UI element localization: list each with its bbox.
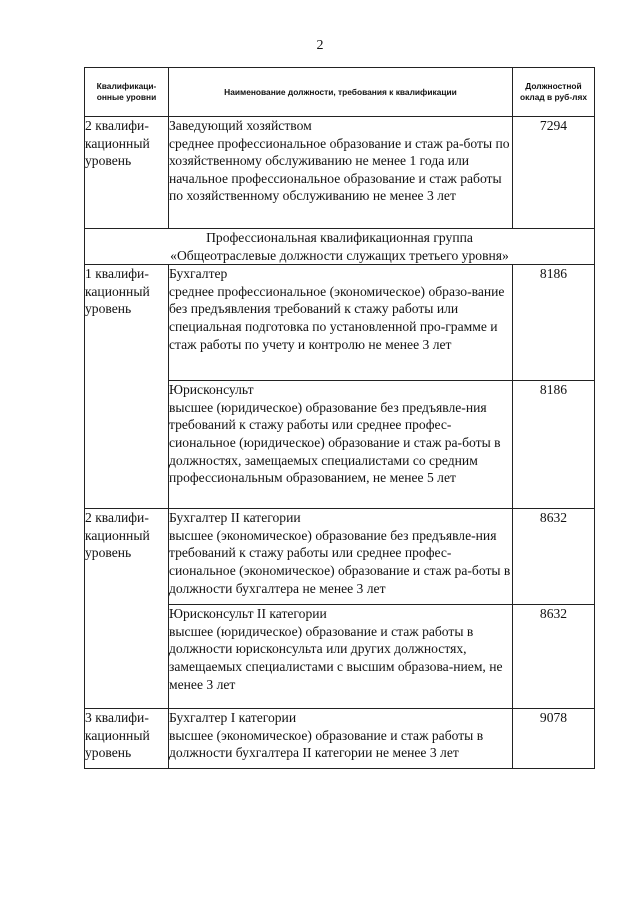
salary-cell: 8632	[513, 605, 595, 709]
position-requirements: высшее (экономическое) образование без предъявле-ния требований к стажу работы или среднее профес-сиональное (экономическое) образование и стаж ра-боты в должности бухгалтера не менее 3 лет	[169, 527, 511, 596]
level-cell: 1 квалифи-кационный уровень	[85, 265, 169, 509]
position-title: Бухгалтер II категории	[169, 510, 301, 526]
position-title: Юрисконсульт II категории	[169, 606, 327, 622]
position-requirements: высшее (экономическое) образование и стаж работы в должности бухгалтера II категории не менее 3 лет	[169, 727, 484, 761]
level-cell: 2 квалифи-кационный уровень	[85, 117, 169, 229]
header-level: Квалификаци-онные уровни	[85, 68, 169, 117]
group-row	[85, 229, 595, 265]
position-cell	[169, 509, 513, 605]
position-requirements: высшее (юридическое) образование и стаж работы в должности юрисконсульта или других должностях, замещаемых специалистами с высшим образова-нием, не менее 3 лет	[169, 623, 503, 692]
position-cell	[169, 117, 513, 229]
position-cell	[169, 605, 513, 709]
table-row	[85, 709, 595, 769]
level-cell: 3 квалифи-кационный уровень	[85, 709, 169, 769]
salary-cell: 8632	[513, 509, 595, 605]
table-header-row	[85, 68, 595, 117]
salary-cell: 8186	[513, 265, 595, 381]
header-position: Наименование должности, требования к квалификации	[169, 68, 513, 117]
position-title: Бухгалтер I категории	[169, 710, 297, 726]
position-cell	[169, 381, 513, 509]
table-row	[85, 509, 595, 605]
table-row	[85, 117, 595, 229]
group-heading-line2: «Общеотраслевые должности служащих третьего уровня»	[170, 247, 509, 263]
position-title: Юрисконсульт	[169, 382, 254, 398]
page-number: 2	[316, 38, 324, 53]
header-salary: Должностной оклад в руб-лях	[513, 68, 595, 117]
position-requirements: среднее профессиональное (экономическое) образо-вание без предъявления требований к стажу работы или специальная подготовка по установленной про-грамме и стаж работы по учету и контролю не менее 3 лет	[169, 283, 505, 352]
group-heading	[85, 229, 595, 265]
position-requirements: высшее (юридическое) образование без предъявле-ния требований к стажу работы или среднее профес-сиональное (юридическое) образование и стаж ра-боты в должностях, замещаемых специалистами со средним профессиональным образованием, не менее 5 лет	[169, 399, 501, 486]
position-title: Бухгалтер	[169, 266, 228, 282]
salary-cell: 7294	[513, 117, 595, 229]
position-cell	[169, 709, 513, 769]
group-heading-line1: Профессиональная квалификационная группа	[206, 230, 473, 245]
position-requirements: среднее профессиональное образование и стаж ра-боты по хозяйственному обслуживанию не менее 1 года или начальное профессиональное образование и стаж работы по хозяйственному обслуживанию не менее 3 лет	[169, 135, 510, 204]
salary-cell: 9078	[513, 709, 595, 769]
position-title: Заведующий хозяйством	[169, 118, 312, 133]
table-row	[85, 265, 595, 381]
qualification-table	[84, 67, 595, 769]
position-cell	[169, 265, 513, 381]
level-cell: 2 квалифи-кационный уровень	[85, 509, 169, 709]
salary-cell: 8186	[513, 381, 595, 509]
